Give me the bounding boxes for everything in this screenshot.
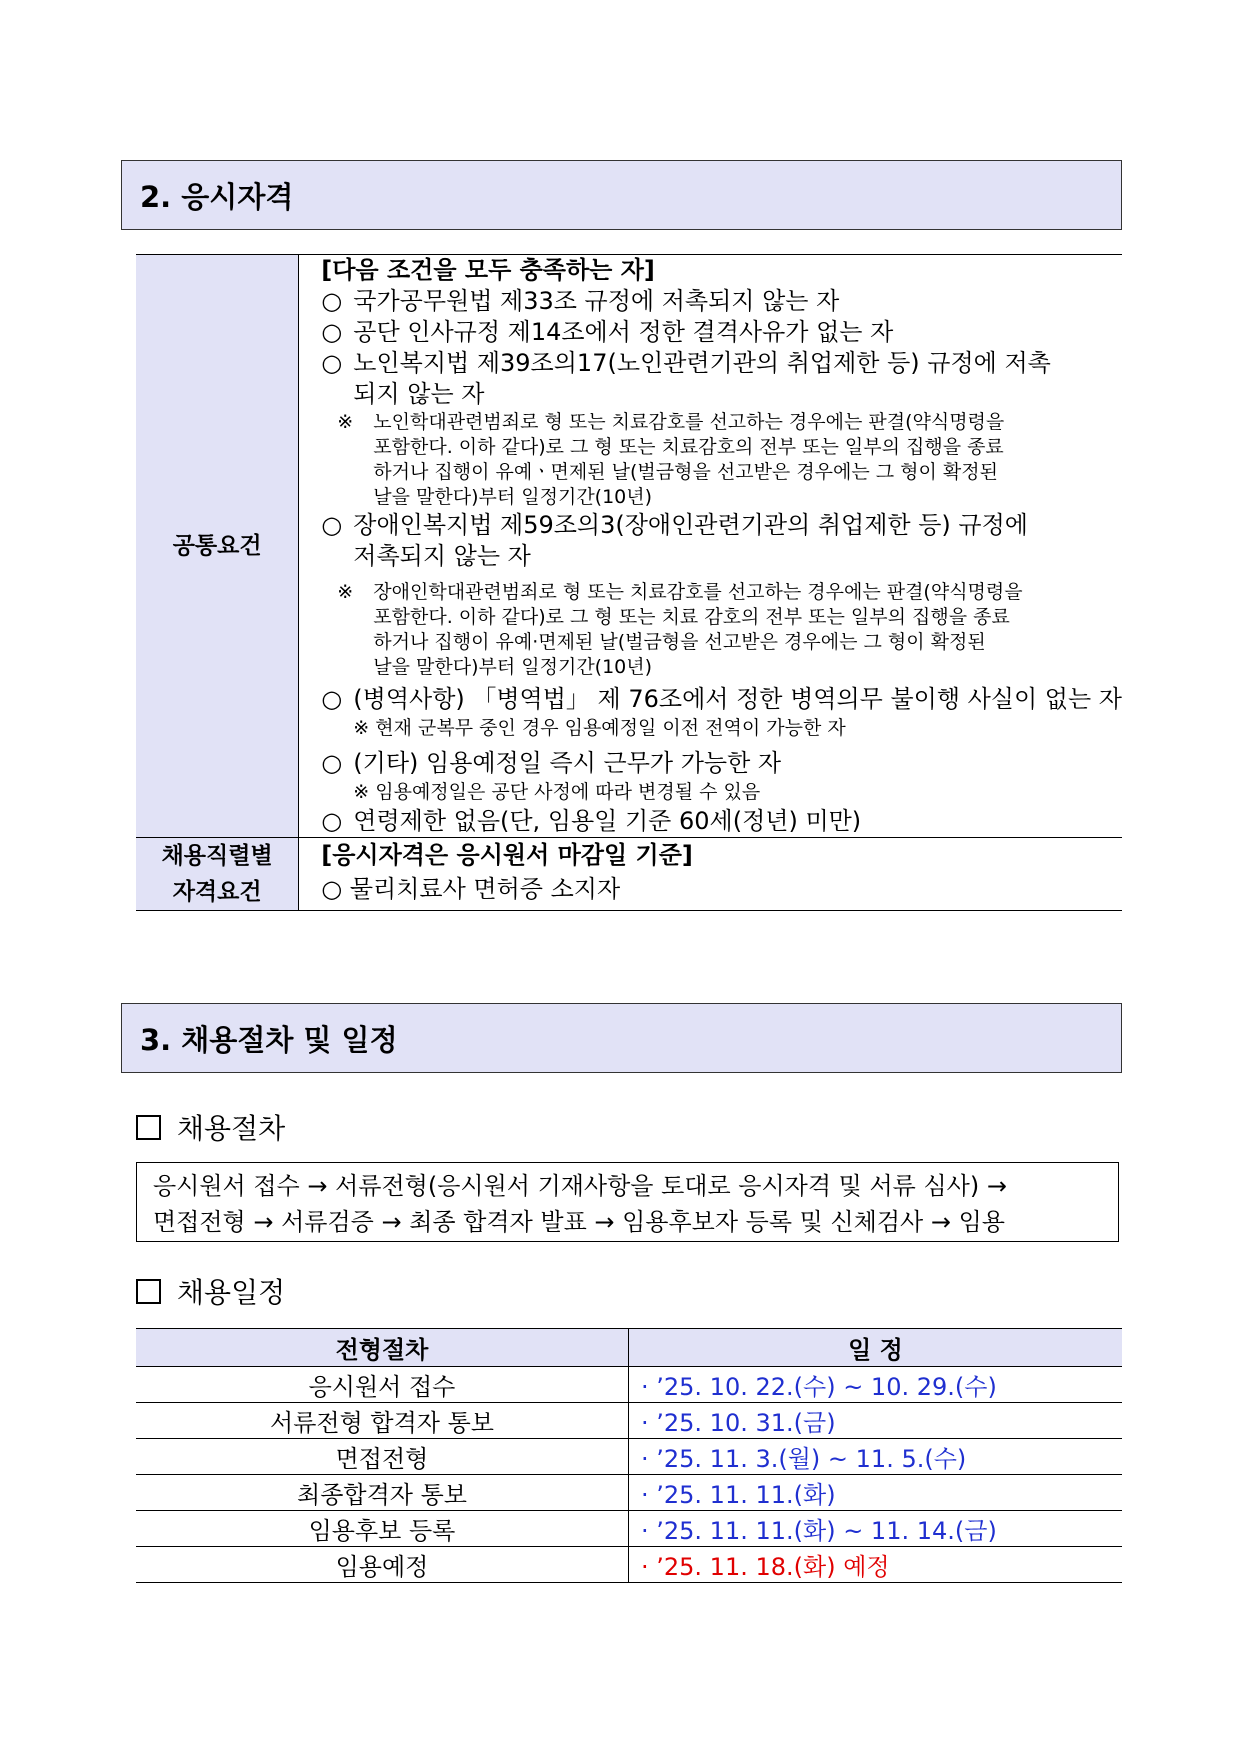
circle-bullet: ○	[321, 287, 343, 315]
requirement-item: ○ 공단 인사규정 제14조에서 정한 결격사유가 없는 자	[321, 318, 894, 346]
common-header: [다음 조건을 모두 충족하는 자]	[321, 256, 655, 284]
date-cell: · ’25. 11. 11.(화) ~ 11. 14.(금)	[629, 1511, 1123, 1547]
schedule-header-row	[136, 1329, 1122, 1367]
section-3-header	[121, 1003, 1122, 1073]
table-row	[136, 1475, 1122, 1511]
step-cell: 최종합격자 통보	[136, 1475, 629, 1511]
requirement-note: ※ 현재 군복무 중인 경우 임용예정일 이전 전역이 가능한 자	[353, 717, 846, 739]
requirement-note: ※ 장애인학대관련범죄로 형 또는 치료감호를 선고하는 경우에는 판결(약식명령을 포함한다. 이하 같다)로 그 형 또는 치료 감호의 전부 또는 일부의 집행을 종료 하거나 집행이 유예·면제된 날(벌금형을 선고받은 경우에는 그 형이 확정된 날을 말한다)부터 일정기간(10년)	[337, 581, 1023, 678]
common-requirements-content	[299, 255, 1122, 838]
circle-bullet: ○	[321, 318, 343, 346]
step-cell: 임용예정	[136, 1547, 629, 1583]
job-requirements-content	[299, 838, 1122, 911]
job-header: [응시자격은 응시원서 마감일 기준]	[321, 841, 693, 869]
date-cell: · ’25. 10. 31.(금)	[629, 1403, 1123, 1439]
table-row	[136, 1547, 1122, 1583]
common-requirements-row	[136, 255, 1122, 838]
step-cell: 임용후보 등록	[136, 1511, 629, 1547]
schedule-table	[136, 1328, 1122, 1583]
section-title: 3. 채용절차 및 일정	[140, 1022, 398, 1057]
schedule-subtitle: 채용일정	[136, 1271, 285, 1311]
requirement-note: ※ 노인학대관련범죄로 형 또는 치료감호를 선고하는 경우에는 판결(약식명령을 포함한다. 이하 같다)로 그 형 또는 치료감호의 전부 또는 일부의 집행을 종료 하거나 집행이 유예ㆍ면제된 날(벌금형을 선고받은 경우에는 그 형이 확정된 날을 말한다)부터 일정기간(10년)	[337, 411, 1005, 508]
step-cell: 응시원서 접수	[136, 1367, 629, 1403]
column-header: 전형절차	[136, 1329, 629, 1367]
procedure-box	[136, 1162, 1119, 1242]
job-item: ○ 물리치료사 면허증 소지자	[321, 875, 621, 903]
common-requirements-label: 공통요건	[136, 255, 299, 838]
note-mark: ※	[337, 581, 354, 603]
job-requirements-row	[136, 838, 1122, 911]
circle-bullet: ○	[321, 349, 343, 377]
qualification-table	[136, 254, 1122, 911]
column-header: 일 정	[629, 1329, 1123, 1367]
date-cell: · ’25. 10. 22.(수) ~ 10. 29.(수)	[629, 1367, 1123, 1403]
requirement-item-cont: 되지 않는 자	[353, 380, 485, 408]
requirement-item: ○ 장애인복지법 제59조의3(장애인관련기관의 취업제한 등) 규정에	[321, 511, 1028, 539]
requirement-item: ○ 연령제한 없음(단, 임용일 기준 60세(정년) 미만)	[321, 807, 862, 835]
date-cell: · ’25. 11. 3.(월) ~ 11. 5.(수)	[629, 1439, 1123, 1475]
table-row	[136, 1403, 1122, 1439]
step-cell: 면접전형	[136, 1439, 629, 1475]
circle-bullet: ○	[321, 749, 343, 777]
requirement-item: ○ 노인복지법 제39조의17(노인관련기관의 취업제한 등) 규정에 저촉	[321, 349, 1051, 377]
requirement-item: ○ (기타) 임용예정일 즉시 근무가 가능한 자	[321, 749, 782, 777]
date-cell: · ’25. 11. 11.(화)	[629, 1475, 1123, 1511]
requirement-note: ※ 임용예정일은 공단 사정에 따라 변경될 수 있음	[353, 781, 761, 803]
procedure-line: 응시원서 접수 → 서류전형(응시원서 기재사항을 토대로 응시자격 및 서류 심사) →	[153, 1172, 1007, 1200]
requirement-item-cont: 저촉되지 않는 자	[353, 542, 531, 570]
circle-bullet: ○	[321, 685, 343, 713]
table-row	[136, 1367, 1122, 1403]
procedure-subtitle: 채용절차	[136, 1107, 285, 1147]
step-cell: 서류전형 합격자 통보	[136, 1403, 629, 1439]
requirement-item: ○ (병역사항) 「병역법」 제 76조에서 정한 병역의무 불이행 사실이 없는 자	[321, 685, 1122, 713]
circle-bullet: ○	[321, 511, 343, 539]
job-requirements-label: 채용직렬별 자격요건	[136, 838, 299, 911]
table-row	[136, 1511, 1122, 1547]
table-row	[136, 1439, 1122, 1475]
section-title: 2. 응시자격	[140, 179, 294, 214]
date-cell: · ’25. 11. 18.(화) 예정	[629, 1547, 1123, 1583]
procedure-line: 면접전형 → 서류검증 → 최종 합격자 발표 → 임용후보자 등록 및 신체검사 → 임용	[153, 1208, 1005, 1236]
square-bullet-icon	[136, 1279, 161, 1304]
section-2-header	[121, 160, 1122, 230]
square-bullet-icon	[136, 1115, 161, 1140]
note-mark: ※	[337, 411, 354, 433]
circle-bullet: ○	[321, 807, 343, 835]
requirement-item: ○ 국가공무원법 제33조 규정에 저촉되지 않는 자	[321, 287, 840, 315]
